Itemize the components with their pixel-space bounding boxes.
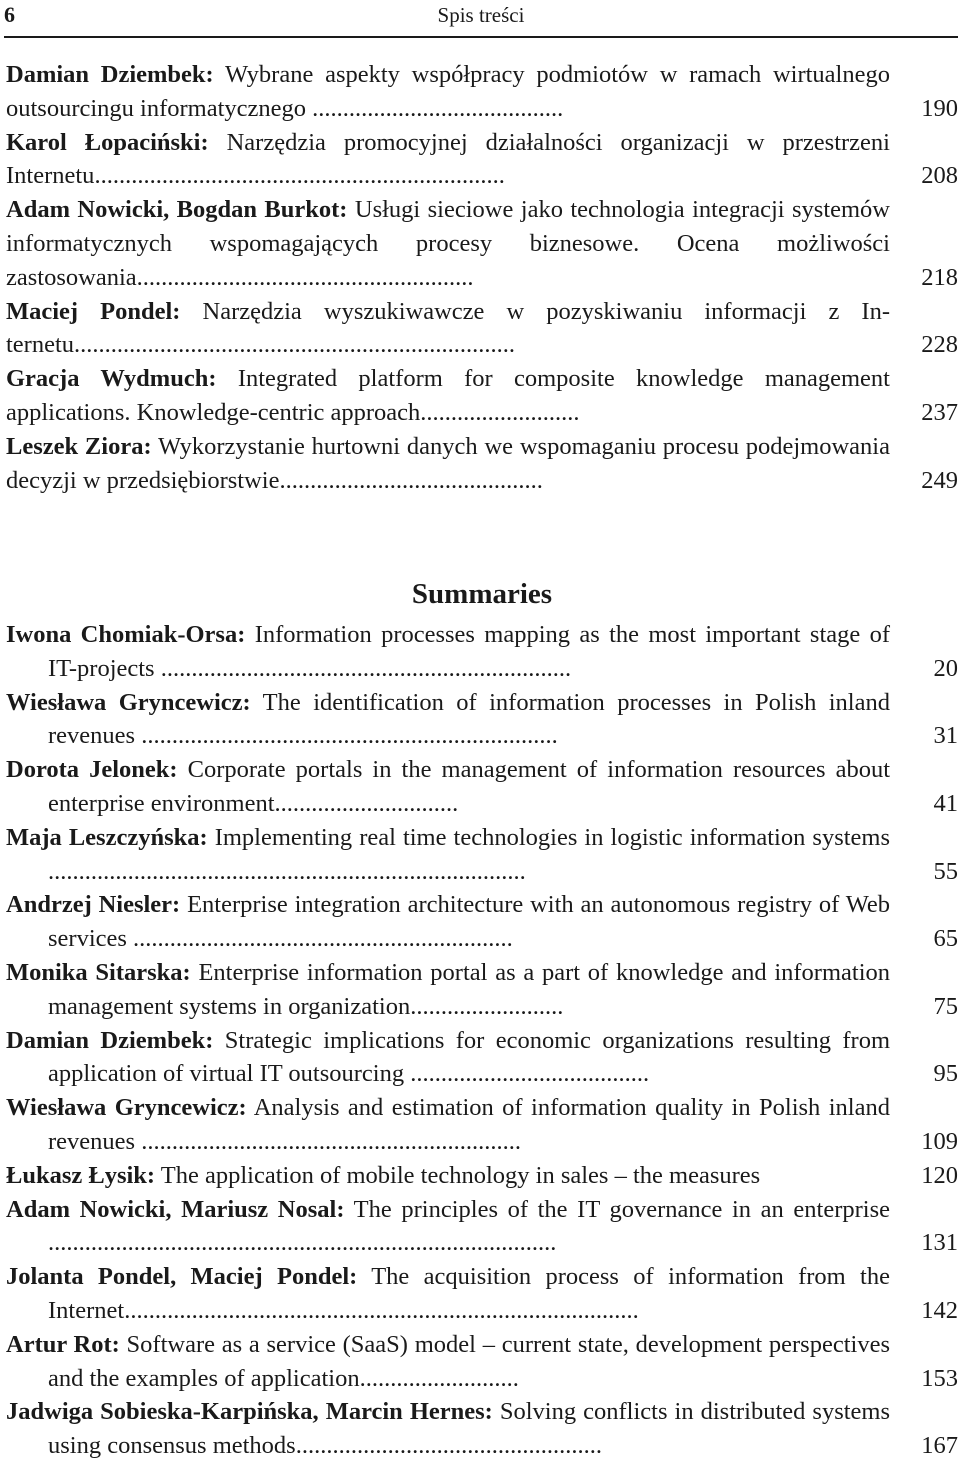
toc-entry-page-number: 228 [921,331,958,359]
toc-polish-section [6,58,958,497]
toc-entry-author: Łukasz Łysik: [6,1161,156,1189]
toc-entry [6,956,958,1024]
toc-entry-text [6,753,890,821]
toc-entry-leader: ......................... [410,992,564,1020]
toc-entry-author: Wiesława Gryncewicz: [6,1094,247,1122]
toc-entry-author: Jadwiga Sobieska-Karpińska, Marcin Hernes: [6,1398,493,1426]
toc-entry [6,193,958,294]
toc-entry-page-number: 190 [921,94,958,122]
toc-entry-leader: .............................................................. [126,925,513,953]
toc-entry-text [6,686,890,754]
toc-entry-text [6,888,890,956]
toc-entry-leader: .......................... [420,398,580,426]
toc-entry-text [6,193,890,294]
toc-entry-author: Adam Nowicki, Bogdan Burkot: [6,196,348,224]
toc-entry-title: Integrated platform for composite knowledge management applications. Knowledge-centric approach [6,365,890,426]
toc-entry-text [6,1328,890,1396]
toc-entry-author: Andrzej Niesler: [6,891,181,919]
toc-entry-author: Karol Łopaciński: [6,128,209,156]
toc-entry-text [6,1091,890,1159]
toc-entry [6,1024,958,1092]
toc-entry [6,821,958,889]
toc-entry [6,1328,958,1396]
toc-entry [6,618,958,686]
toc-entry-page-number: 120 [921,1161,958,1189]
toc-entry [6,1395,958,1463]
toc-entry-author: Dorota Jelonek: [6,756,178,784]
toc-entry-page-number: 75 [933,992,958,1020]
toc-entry-page-number: 153 [921,1364,958,1392]
toc-entry-title: Narzędzia wyszukiwawcze w pozyskiwaniu informacji z Internetu [6,297,890,359]
toc-entry-title: Strategic implications for economic organizations resulting from application of virtual IT outsourcing [48,1026,890,1088]
toc-entry-text [6,1193,890,1261]
toc-entry [6,126,958,194]
toc-entry-title: Solving conflicts in distributed systems using consensus methods [48,1398,891,1460]
toc-entry-page-number: 167 [921,1432,958,1460]
page-header [4,0,958,38]
toc-entry-page-number: 20 [933,654,958,682]
toc-entry-text [6,618,890,686]
toc-entry-title: The application of mobile technology in sales – the measures [155,1161,761,1189]
toc-entry-title: Enterprise integration architecture with an autonomous registry of Web services [48,891,890,953]
toc-entry-page-number: 31 [933,722,958,750]
toc-entry-title: Usługi sieciowe jako technologia integracji systemów informatycznych wspomagających procesy biznesowe. Ocena możliwości zastosowania [6,196,891,291]
toc-entry-title: Narzędzia promocyjnej działalności organizacji w przestrzeni Internetu [6,128,890,190]
toc-entry-leader: ................................................................... [154,654,572,682]
toc-entry-title: Wykorzystanie hurtowni danych we wspomaganiu procesu podejmowania decyzji w przedsiębiorstwie [6,432,890,494]
summaries-heading: Summaries [411,578,553,610]
toc-entry-author: Monika Sitarska: [6,958,191,986]
toc-entry-page-number: 208 [921,162,958,190]
toc-entry-author: Jolanta Pondel, Maciej Pondel: [6,1263,358,1291]
toc-entry-text [6,1260,890,1328]
toc-entry-page-number: 218 [921,263,958,291]
toc-entry-page-number: 237 [921,398,958,426]
toc-entry-leader: .................................................................... [135,722,558,750]
toc-entry [6,1091,958,1159]
toc-entry-title: Software as a service (SaaS) model – current state, development perspectives and the examples of application [48,1330,890,1392]
toc-entry-text [6,430,890,498]
toc-entry-text [6,362,890,430]
toc-entry [6,686,958,754]
toc-entry-author: Adam Nowicki, Mariusz Nosal: [6,1195,345,1223]
toc-entry-page-number: 41 [933,789,958,817]
toc-entry-leader: .................................................. [295,1432,602,1460]
toc-entry [6,1159,958,1193]
toc-entry-text [6,1395,890,1463]
toc-entry-leader: ........................................... [279,466,543,494]
toc-summaries-section [6,574,958,1463]
toc-entry [6,753,958,821]
toc-entry [6,430,958,498]
toc-entry-text [6,295,890,363]
toc-entry-page-number: 55 [933,857,958,885]
toc-entry-leader: .................................................................................... [124,1296,639,1324]
toc-entry-author: Artur Rot: [6,1330,120,1358]
toc-entry-title: Information processes mapping as the most important stage of IT-projects [48,621,890,682]
toc-entry [6,58,958,126]
toc-entry-leader: ....................................... [404,1060,650,1088]
toc-entry-leader: ......................................... [306,94,564,122]
toc-entry-text [6,1159,890,1193]
toc-entry-author: Maciej Pondel: [6,297,181,325]
toc-entry-leader: ................................................................................... [48,1229,557,1257]
toc-entry-author: Iwona Chomiak-Orsa: [6,621,246,648]
toc-entry-leader: .......................... [359,1364,519,1392]
toc-entry [6,1260,958,1328]
toc-entry-leader: .............................................................. [135,1127,521,1155]
toc-entry [6,362,958,430]
toc-entry-page-number: 142 [921,1296,958,1324]
toc-entry-title: The identification of information processes in Polish inland revenues [48,688,890,750]
toc-entry-author: Leszek Ziora: [6,432,152,460]
toc-entry [6,295,958,363]
toc-entry-page-number: 95 [933,1060,958,1088]
toc-entry-title: Enterprise information portal as a part of knowledge and information management systems in organization [48,958,890,1020]
running-title: Spis treści [437,3,525,27]
toc-entry-title: Implementing real time technologies in logistic information systems [207,823,890,851]
toc-entry-leader: ................................................................... [94,162,505,190]
toc-entry-page-number: 65 [933,925,958,953]
toc-entry [6,1193,958,1261]
toc-entry-title: The principles of the IT governance in an enterprise [344,1195,890,1223]
toc-entry-page-number: 109 [921,1127,958,1155]
toc-entry-author: Maja Leszczyńska: [6,823,208,851]
toc-entry-text [6,1024,890,1092]
toc-entry-page-number: 249 [921,466,958,494]
toc-entry [6,888,958,956]
toc-entry-author: Damian Dziembek: [6,61,214,88]
toc-entry-leader: ........................................................................ [74,331,516,359]
toc-entry-title: Wybrane aspekty współpracy podmiotów w ramach wirtualnego outsourcingu informatycznego [6,61,890,122]
toc-entry-text [6,956,890,1024]
toc-entry-text [6,58,890,126]
toc-entry-text [6,821,890,889]
toc-entry-text [6,126,890,194]
toc-entry-title: Analysis and estimation of information quality in Polish inland revenues [48,1094,890,1155]
toc-entry-page-number: 131 [921,1229,958,1257]
toc-entry-leader: .............................. [274,789,459,817]
toc-entry-leader: .............................................................................. [48,857,526,885]
toc-entry-title: The acquisition process of information from the Internet [48,1263,890,1324]
toc-entry-author: Damian Dziembek: [6,1026,214,1054]
toc-entry-title: Corporate portals in the management of information resources about enterprise environment [48,756,891,817]
page-number: 6 [4,2,15,27]
toc-entry-author: Gracja Wydmuch: [6,365,217,393]
toc-entry-leader: ....................................................... [136,263,474,291]
toc-entry-author: Wiesława Gryncewicz: [6,688,251,716]
